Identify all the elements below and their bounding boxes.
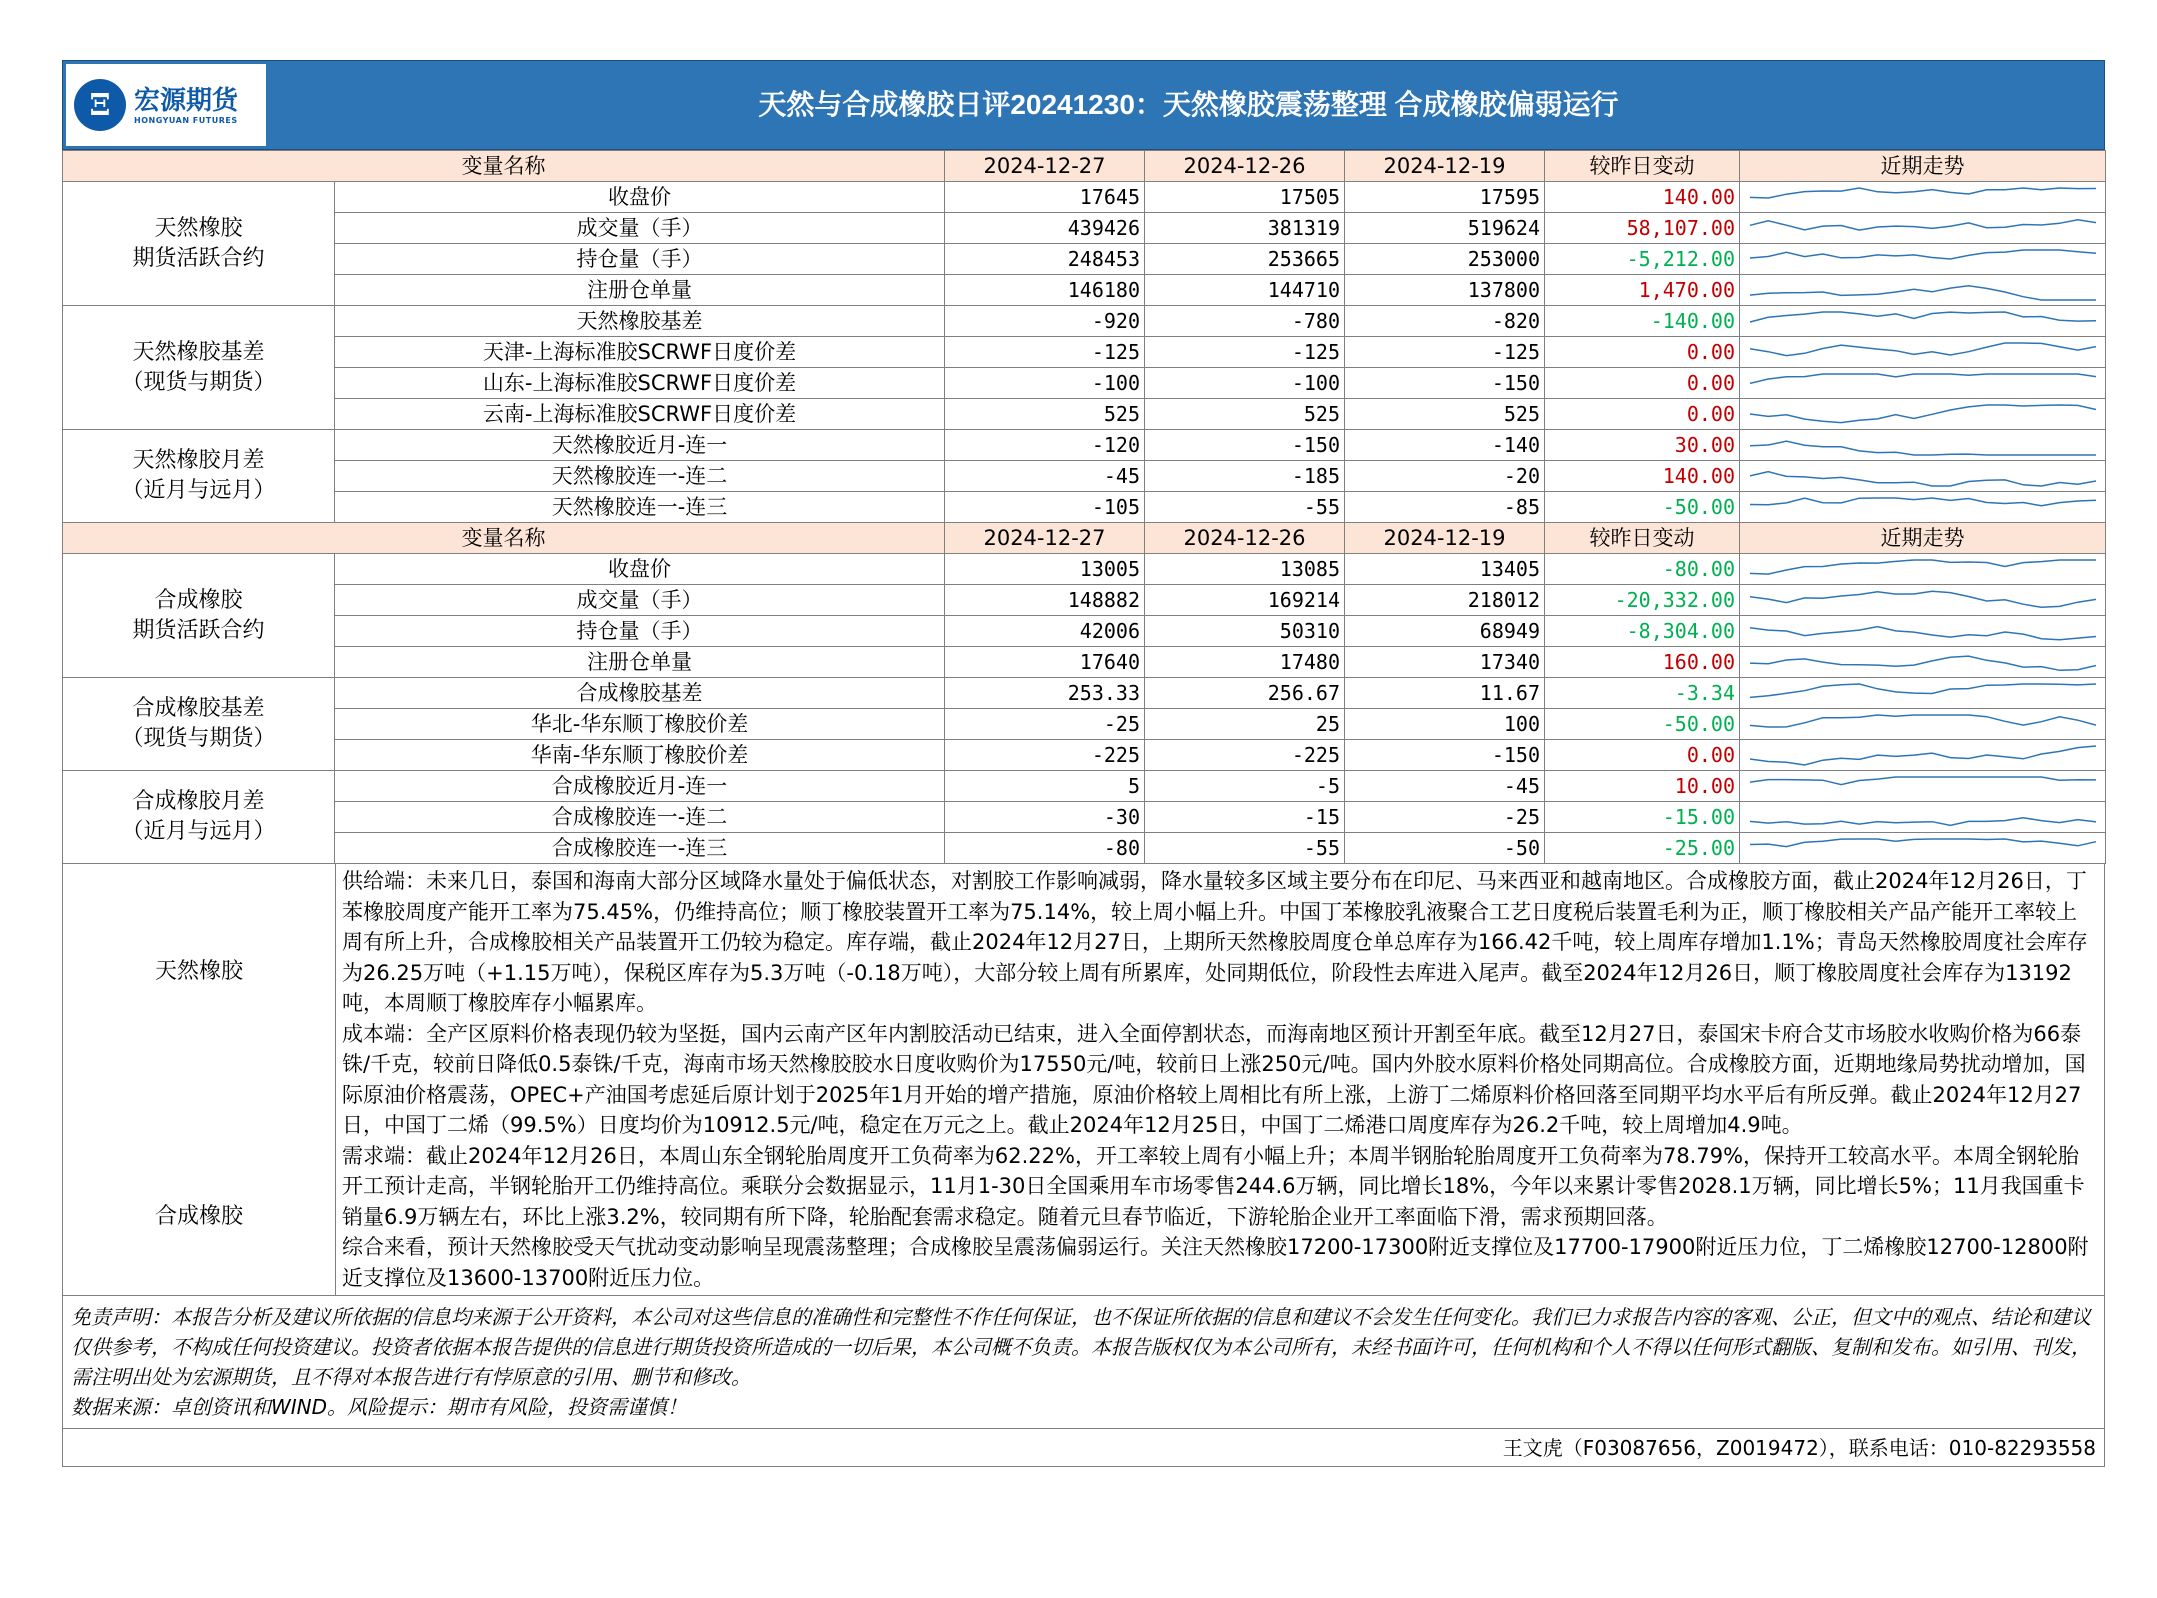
change-value: 1,470.00 <box>1545 275 1740 306</box>
header-trend: 近期走势 <box>1740 151 2106 182</box>
value-d2: 253665 <box>1145 244 1345 275</box>
value-d1: 146180 <box>945 275 1145 306</box>
trend-cell <box>1740 182 2106 213</box>
value-d2: 381319 <box>1145 213 1345 244</box>
sparkline-chart <box>1740 586 2106 615</box>
value-d2: 17480 <box>1145 647 1345 678</box>
table-row <box>63 275 2106 306</box>
value-d3: -25 <box>1345 802 1545 833</box>
variable-name: 山东-上海标准胶SCRWF日度价差 <box>335 368 945 399</box>
sparkline-line <box>1750 471 2096 485</box>
value-d1: 13005 <box>945 554 1145 585</box>
variable-name: 天然橡胶连一-连三 <box>335 492 945 523</box>
value-d2: -15 <box>1145 802 1345 833</box>
commentary-label-synthetic: 合成橡胶 <box>154 1204 243 1229</box>
value-d2: -150 <box>1145 430 1345 461</box>
change-value: -8,304.00 <box>1545 616 1740 647</box>
value-d3: 17340 <box>1345 647 1545 678</box>
variable-name: 合成橡胶连一-连三 <box>335 833 945 864</box>
group-label: 天然橡胶基差 （现货与期货） <box>63 306 335 430</box>
value-d1: -120 <box>945 430 1145 461</box>
variable-name: 天然橡胶连一-连二 <box>335 461 945 492</box>
sparkline-chart <box>1740 493 2106 522</box>
value-d3: 525 <box>1345 399 1545 430</box>
variable-name: 合成橡胶近月-连一 <box>335 771 945 802</box>
value-d1: -80 <box>945 833 1145 864</box>
trend-cell <box>1740 709 2106 740</box>
group-label: 合成橡胶月差 （近月与远月） <box>63 771 335 864</box>
trend-cell <box>1740 213 2106 244</box>
value-d1: 253.33 <box>945 678 1145 709</box>
value-d1: 439426 <box>945 213 1145 244</box>
sparkline-chart <box>1740 369 2106 398</box>
trend-cell <box>1740 585 2106 616</box>
value-d3: -140 <box>1345 430 1545 461</box>
change-value: 0.00 <box>1545 399 1740 430</box>
sparkline-chart <box>1740 617 2106 646</box>
sparkline-line <box>1750 591 2096 607</box>
value-d3: -85 <box>1345 492 1545 523</box>
value-d1: 248453 <box>945 244 1145 275</box>
sparkline-line <box>1750 777 2096 785</box>
sparkline-line <box>1750 656 2096 670</box>
commentary-label-natural: 天然橡胶 <box>154 959 243 984</box>
group-label: 合成橡胶 期货活跃合约 <box>63 554 335 678</box>
change-value: 0.00 <box>1545 368 1740 399</box>
change-value: -20,332.00 <box>1545 585 1740 616</box>
value-d2: 17505 <box>1145 182 1345 213</box>
header-date: 2024-12-19 <box>1345 523 1545 554</box>
value-d3: 100 <box>1345 709 1545 740</box>
sparkline-chart <box>1740 307 2106 336</box>
value-d3: 17595 <box>1345 182 1545 213</box>
sparkline-line <box>1750 374 2096 383</box>
variable-name: 天然橡胶近月-连一 <box>335 430 945 461</box>
table-header-row <box>63 523 2106 554</box>
sparkline-chart <box>1740 710 2106 739</box>
variable-name: 成交量（手） <box>335 213 945 244</box>
trend-cell <box>1740 399 2106 430</box>
value-d3: -150 <box>1345 740 1545 771</box>
table-row <box>63 554 2106 585</box>
trend-cell <box>1740 244 2106 275</box>
sparkline-line <box>1750 746 2096 765</box>
value-d1: -920 <box>945 306 1145 337</box>
value-d1: -225 <box>945 740 1145 771</box>
variable-name: 持仓量（手） <box>335 244 945 275</box>
table-row <box>63 647 2106 678</box>
change-value: -140.00 <box>1545 306 1740 337</box>
sparkline-chart <box>1740 214 2106 243</box>
change-value: -15.00 <box>1545 802 1740 833</box>
value-d1: 5 <box>945 771 1145 802</box>
variable-name: 天津-上海标准胶SCRWF日度价差 <box>335 337 945 368</box>
table-row <box>63 244 2106 275</box>
sparkline-line <box>1750 560 2096 574</box>
value-d3: -45 <box>1345 771 1545 802</box>
change-value: 140.00 <box>1545 461 1740 492</box>
sparkline-line <box>1750 839 2096 847</box>
value-d1: 525 <box>945 399 1145 430</box>
sparkline-chart <box>1740 431 2106 460</box>
change-value: -50.00 <box>1545 492 1740 523</box>
value-d1: -30 <box>945 802 1145 833</box>
change-value: 58,107.00 <box>1545 213 1740 244</box>
value-d1: -25 <box>945 709 1145 740</box>
trend-cell <box>1740 833 2106 864</box>
sparkline-line <box>1750 188 2096 198</box>
value-d2: -185 <box>1145 461 1345 492</box>
table-row <box>63 368 2106 399</box>
data-source-text: 数据来源：卓创资讯和WIND。风险提示：期市有风险，投资需谨慎！ <box>71 1395 688 1419</box>
report-header <box>62 60 2105 150</box>
variable-name: 收盘价 <box>335 182 945 213</box>
commentary-cost: 成本端：全产区原料价格表现仍较为坚挺，国内云南产区年内割胶活动已结束，进入全面停割状态，而海南地区预计开割至年底。截至12月27日，泰国宋卡府合艾市场胶水收购价格为66泰铢/千克，较前日降低0.5泰铢/千克，海南市场天然橡胶胶水日度收购价为17550元/吨，较前日上涨250元/吨。国内外胶水原料价格处同期高位。合成橡胶方面，近期地缘局势扰动增加，国际原油价格震荡，OPEC+产油国考虑延后原计划于2025年1月开始的增产措施，原油价格较上周相比有所上涨，上游丁二烯原料价格回落至同期平均水平后有所反弹。截止2024年12月27日，中国丁二烯（99.5%）日度均价为10912.5元/吨，稳定在万元之上。截止2024年12月25日，中国丁二烯港口周度库存为26.2千吨，较上周增加4.9吨。 <box>342 1021 2086 1137</box>
sparkline-chart <box>1740 741 2106 770</box>
commentary-demand: 需求端：截止2024年12月26日，本周山东全钢轮胎周度开工负荷率为62.22%，开工率较上周有小幅上升；本周半钢胎轮胎周度开工负荷率为78.79%，保持开工较高水平。本周全钢轮胎开工预计走高，半钢轮胎开工仍维持高位。乘联分会数据显示，11月1-30日全国乘用车市场零售244.6万辆，同比增长18%，今年以来累计零售2028.1万辆，同比增长5%；11月我国重卡销量6.9万辆左右，环比上涨3.2%，较同期有所下降，轮胎配套需求稳定。随着元旦春节临近，下游轮胎企业开工率面临下滑，需求预期回落。 <box>342 1143 2085 1229</box>
commentary-summary: 综合来看，预计天然橡胶受天气扰动变动影响呈现震荡整理；合成橡胶呈震荡偏弱运行。关注天然橡胶17200-17300附近支撑位及17700-17900附近压力位，丁二烯橡胶12700-12800附近支撑位及13600-13700附近压力位。 <box>342 1235 2089 1290</box>
commentary-supply: 供给端：未来几日，泰国和海南大部分区域降水量处于偏低状态，对割胶工作影响减弱，降水量较多区域主要分布在印尼、马来西亚和越南地区。合成橡胶方面，截止2024年12月26日，丁苯橡胶周度产能开工率为75.45%，仍维持高位；顺丁橡胶装置开工率为75.14%，较上周小幅上升。中国丁苯橡胶乳液聚合工艺日度税后装置毛利为正，顺丁橡胶相关产品产能开工率较上周有所上升，合成橡胶相关产品装置开工仍较为稳定。库存端，截止2024年12月27日，上期所天然橡胶周度仓单总库存为166.42千吨，较上周库存增加1.1%；青岛天然橡胶周度社会库存为26.25万吨（+1.15万吨），保税区库存为5.3万吨（-0.18万吨），大部分较上周有所累库，处同期低位，阶段性去库进入尾声。截至2024年12月26日，顺丁橡胶周度社会库存为13192吨，本周顺丁橡胶库存小幅累库。 <box>342 869 2088 1015</box>
group-label: 天然橡胶 期货活跃合约 <box>63 182 335 306</box>
trend-cell <box>1740 430 2106 461</box>
value-d3: -820 <box>1345 306 1545 337</box>
table-row <box>63 771 2106 802</box>
change-value: 30.00 <box>1545 430 1740 461</box>
report-page <box>62 60 2105 1467</box>
change-value: -50.00 <box>1545 709 1740 740</box>
logo-icon: Ξ <box>74 79 126 131</box>
value-d2: -780 <box>1145 306 1345 337</box>
sparkline-chart <box>1740 245 2106 274</box>
value-d1: 17645 <box>945 182 1145 213</box>
header-trend: 近期走势 <box>1740 523 2106 554</box>
value-d3: 13405 <box>1345 554 1545 585</box>
trend-cell <box>1740 554 2106 585</box>
sparkline-line <box>1750 285 2096 299</box>
variable-name: 收盘价 <box>335 554 945 585</box>
sparkline-chart <box>1740 834 2106 863</box>
trend-cell <box>1740 678 2106 709</box>
trend-cell <box>1740 647 2106 678</box>
table-row <box>63 616 2106 647</box>
value-d3: -125 <box>1345 337 1545 368</box>
logo-name-cn: 宏源期货 <box>134 85 239 116</box>
sparkline-line <box>1750 441 2096 455</box>
header-date: 2024-12-19 <box>1345 151 1545 182</box>
trend-cell <box>1740 275 2106 306</box>
disclaimer-text: 免责声明：本报告分析及建议所依据的信息均来源于公开资料，本公司对这些信息的准确性和完整性不作任何保证，也不保证所依据的信息和建议不会发生任何变化。我们已力求报告内容的客观、公正，但文中的观点、结论和建议仅供参考，不构成任何投资建议。投资者依据本报告提供的信息进行期货投资所造成的一切后果，本公司概不负责。本报告版权仅为本公司所有，未经书面许可，任何机构和个人不得以任何形式翻版、复制和发布。如引用、刊发，需注明出处为宏源期货，且不得对本报告进行有悖原意的引用、删节和修改。 <box>71 1305 2091 1389</box>
sparkline-chart <box>1740 462 2106 491</box>
table-row <box>63 337 2106 368</box>
table-row <box>63 306 2106 337</box>
value-d2: -5 <box>1145 771 1345 802</box>
header-name: 变量名称 <box>63 523 945 554</box>
table-row <box>63 213 2106 244</box>
value-d3: 137800 <box>1345 275 1545 306</box>
sparkline-chart <box>1740 400 2106 429</box>
value-d2: -225 <box>1145 740 1345 771</box>
sparkline-chart <box>1740 183 2106 212</box>
value-d2: 256.67 <box>1145 678 1345 709</box>
value-d2: -55 <box>1145 492 1345 523</box>
value-d2: 144710 <box>1145 275 1345 306</box>
value-d2: 525 <box>1145 399 1345 430</box>
table-row <box>63 833 2106 864</box>
value-d3: -150 <box>1345 368 1545 399</box>
sparkline-chart <box>1740 276 2106 305</box>
trend-cell <box>1740 337 2106 368</box>
value-d3: -20 <box>1345 461 1545 492</box>
table-row <box>63 740 2106 771</box>
value-d2: -100 <box>1145 368 1345 399</box>
value-d2: -55 <box>1145 833 1345 864</box>
value-d2: 13085 <box>1145 554 1345 585</box>
trend-cell <box>1740 461 2106 492</box>
sparkline-line <box>1750 343 2096 356</box>
change-value: 140.00 <box>1545 182 1740 213</box>
header-name: 变量名称 <box>63 151 945 182</box>
variable-name: 注册仓单量 <box>335 647 945 678</box>
sparkline-chart <box>1740 772 2106 801</box>
group-label: 合成橡胶基差 （现货与期货） <box>63 678 335 771</box>
change-value: -80.00 <box>1545 554 1740 585</box>
value-d2: 169214 <box>1145 585 1345 616</box>
table-row <box>63 802 2106 833</box>
sparkline-line <box>1750 219 2096 229</box>
table-row <box>63 492 2106 523</box>
value-d1: -45 <box>945 461 1145 492</box>
value-d1: 148882 <box>945 585 1145 616</box>
header-date: 2024-12-26 <box>1145 151 1345 182</box>
company-logo <box>66 64 266 146</box>
sparkline-chart <box>1740 679 2106 708</box>
table-row <box>63 678 2106 709</box>
sparkline-chart <box>1740 338 2106 367</box>
value-d3: 218012 <box>1345 585 1545 616</box>
logo-name-en: HONGYUAN FUTURES <box>134 115 238 125</box>
table-row <box>63 399 2106 430</box>
header-change: 较昨日变动 <box>1545 151 1740 182</box>
value-d3: 519624 <box>1345 213 1545 244</box>
variable-name: 华北-华东顺丁橡胶价差 <box>335 709 945 740</box>
report-title: 天然与合成橡胶日评20241230：天然橡胶震荡整理 合成橡胶偏弱运行 <box>758 89 1619 120</box>
value-d1: 42006 <box>945 616 1145 647</box>
change-value: 160.00 <box>1545 647 1740 678</box>
change-value: -5,212.00 <box>1545 244 1740 275</box>
trend-cell <box>1740 368 2106 399</box>
table-header-row <box>63 151 2106 182</box>
value-d2: -125 <box>1145 337 1345 368</box>
value-d2: 25 <box>1145 709 1345 740</box>
group-label: 天然橡胶月差 （近月与远月） <box>63 430 335 523</box>
trend-cell <box>1740 306 2106 337</box>
variable-name: 成交量（手） <box>335 585 945 616</box>
sparkline-line <box>1750 312 2096 322</box>
trend-cell <box>1740 492 2106 523</box>
trend-cell <box>1740 771 2106 802</box>
sparkline-line <box>1750 405 2096 423</box>
header-date: 2024-12-27 <box>945 151 1145 182</box>
variable-name: 合成橡胶连一-连二 <box>335 802 945 833</box>
variable-name: 持仓量（手） <box>335 616 945 647</box>
table-row <box>63 585 2106 616</box>
sparkline-line <box>1750 817 2096 825</box>
value-d3: 253000 <box>1345 244 1545 275</box>
value-d1: -100 <box>945 368 1145 399</box>
sparkline-line <box>1750 715 2096 727</box>
header-change: 较昨日变动 <box>1545 523 1740 554</box>
sparkline-chart <box>1740 648 2106 677</box>
table-row <box>63 461 2106 492</box>
value-d3: -50 <box>1345 833 1545 864</box>
sparkline-chart <box>1740 803 2106 832</box>
data-table <box>62 150 2106 864</box>
table-row <box>63 709 2106 740</box>
value-d3: 11.67 <box>1345 678 1545 709</box>
trend-cell <box>1740 740 2106 771</box>
commentary-section <box>62 864 2105 1296</box>
change-value: -25.00 <box>1545 833 1740 864</box>
sparkline-line <box>1750 250 2096 259</box>
variable-name: 云南-上海标准胶SCRWF日度价差 <box>335 399 945 430</box>
analyst-contact: 王文虎（F03087656，Z0019472），联系电话：010-82293558 <box>62 1429 2105 1467</box>
table-row <box>63 182 2106 213</box>
change-value: -3.34 <box>1545 678 1740 709</box>
value-d3: 68949 <box>1345 616 1545 647</box>
table-row <box>63 430 2106 461</box>
header-date: 2024-12-26 <box>1145 523 1345 554</box>
trend-cell <box>1740 802 2106 833</box>
disclaimer <box>62 1296 2105 1429</box>
change-value: 10.00 <box>1545 771 1740 802</box>
sparkline-line <box>1750 498 2096 506</box>
trend-cell <box>1740 616 2106 647</box>
sparkline-line <box>1750 626 2096 639</box>
header-date: 2024-12-27 <box>945 523 1145 554</box>
variable-name: 合成橡胶基差 <box>335 678 945 709</box>
change-value: 0.00 <box>1545 740 1740 771</box>
variable-name: 注册仓单量 <box>335 275 945 306</box>
variable-name: 天然橡胶基差 <box>335 306 945 337</box>
change-value: 0.00 <box>1545 337 1740 368</box>
value-d1: -105 <box>945 492 1145 523</box>
variable-name: 华南-华东顺丁橡胶价差 <box>335 740 945 771</box>
sparkline-line <box>1750 684 2096 697</box>
value-d1: 17640 <box>945 647 1145 678</box>
value-d2: 50310 <box>1145 616 1345 647</box>
value-d1: -125 <box>945 337 1145 368</box>
sparkline-chart <box>1740 555 2106 584</box>
